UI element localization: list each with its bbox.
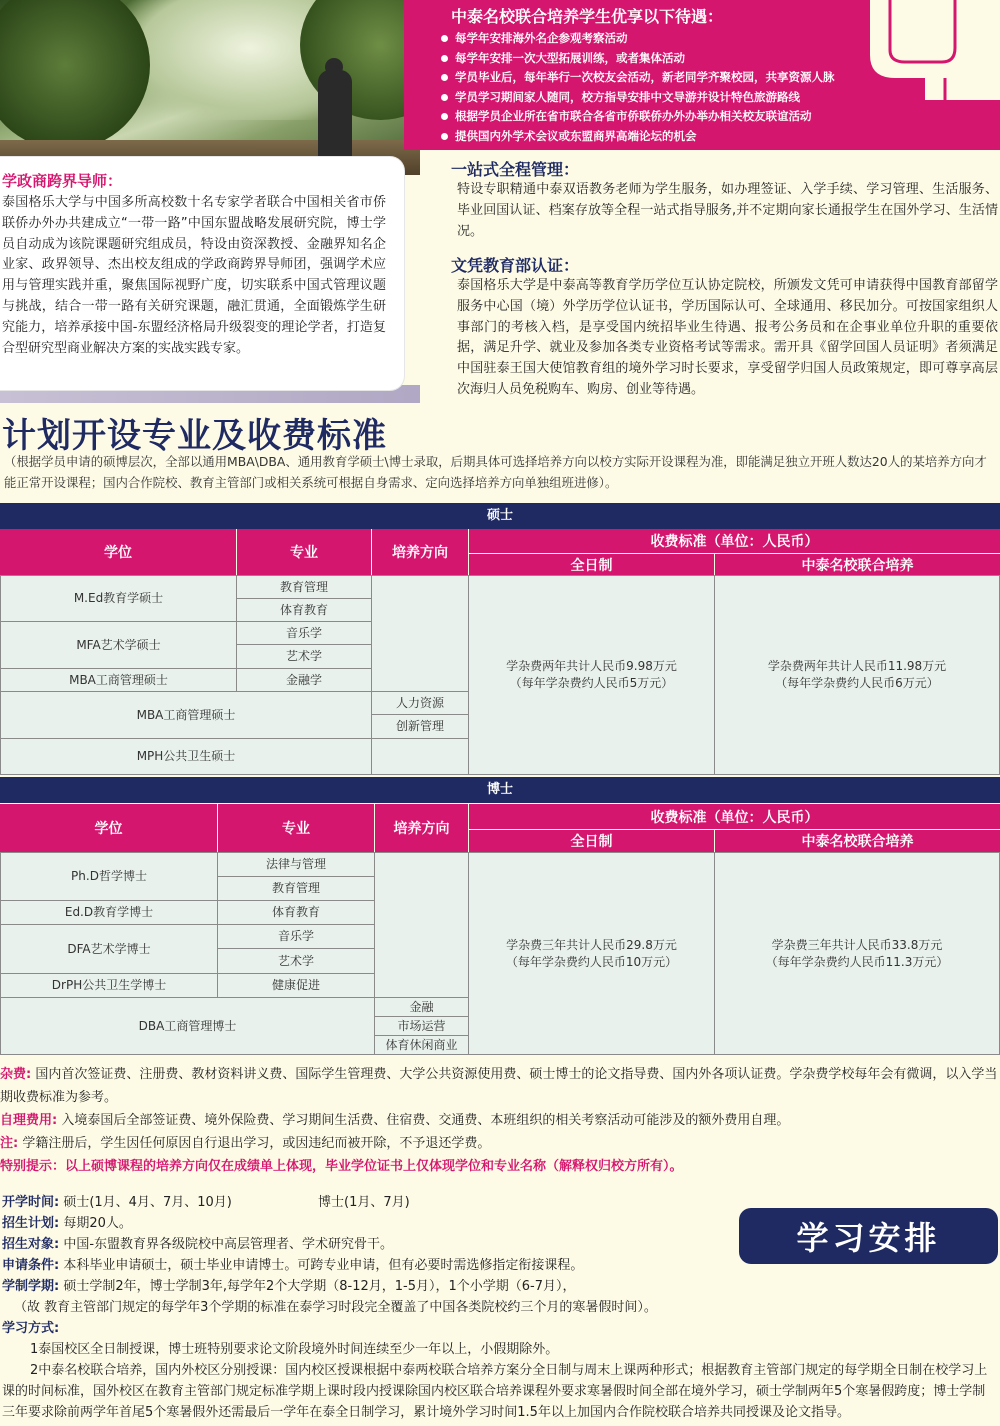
campus-photo [0, 0, 420, 175]
phd-degree-cell: DrPH公共卫生学博士 [0, 973, 218, 998]
master-direction-empty [371, 575, 469, 692]
master-degree-cell: MPH公共卫生硕士 [0, 738, 372, 775]
master-direction-cell: 创新管理 [371, 714, 469, 739]
phd-header-fee: 收费标准（单位：人民币） [469, 804, 1000, 829]
mentor-body: 泰国格乐大学与中国多所高校数十名专家学者联合中国相关省市侨联侨办外办共建成立“一带一路”中国东盟战略发展研究院，博士学员自动成为该院课题研究组成员，特设由资深教授、金融界知名企业家、政界领导、杰出校友组成的学政商跨界导师团，强调学术应用与管理实践并重，聚焦国际视野广度，切实联系中国式管理议题与挑战，结合一带一路有关研究课题，融汇贯通，全面锻炼学生研究能力，培养承接中国-东盟经济格局升级裂变的理论学者，打造复合型研究型商业解决方案的实战实践专家。 [2, 195, 386, 356]
decorative-cross-shape [850, 0, 1000, 100]
phd-degree-cell: DFA艺术学博士 [0, 924, 218, 974]
study-value: 中国-东盟教育界各级院校中高层管理者、学术研究骨干。 [59, 1237, 394, 1252]
master-header-fee: 收费标准（单位：人民币） [469, 529, 1000, 553]
note-key: 杂费: [0, 1067, 32, 1082]
treatment-list [441, 29, 835, 147]
treatment-item: 根据学员企业所在省市联合各省市侨联侨办外办举办相关校友联谊活动 [441, 107, 835, 127]
study-value: 硕士学制2年，博士学制3年,每学年2个大学期（8-12月，1-5月），1个小学期（6-7月）， [59, 1279, 576, 1294]
master-direction-empty [371, 738, 469, 775]
study-target [2, 1234, 393, 1255]
phd-major-cell: 体育教育 [217, 900, 375, 925]
master-major-cell: 教育管理 [236, 575, 372, 599]
master-header-joint: 中泰名校联合培养 [715, 554, 1000, 575]
cert-body: 泰国格乐大学是中泰高等教育学历学位互认协定院校，所颁发文凭可申请获得中国教育部留学服务中心国（境）外学历学位认证书，学历国际认可、全球通用、移民加分。可按国家组织人事部门的考核入档，是享受国内统招毕业生待遇、报考公务员和在企事业单位升职的重要依据，满足升学、就业及参加各类专业资格考试等需求。需开具《留学回国人员证明》者须满足中国驻泰王国大使馆教育组的境外学习时长要求，享受留学归国人员政策规定，即可尊享高层次海归人员免税购车、购房、创业等待遇。 [457, 278, 998, 397]
study-mode-2: 2中泰名校联合培养，国内外校区分别授课：国内校区授课根据中泰两校联合培养方案分全日制与周末上课两种形式；根据教育主管部门规定的每学期全日制在校学习上课的时间标准，国外校区在教育主管部门规定标准学期上课时段内授课除国内校区联合培养课程外要求寒暑假时间全部在境外学习，硕士学制两年5个寒暑假跨度；博士学制三年要求除前两学年首尾5个寒暑假外还需最后一学年在泰全日制学习，累计境外学习时间1.5年以上加国内合作院校联合培养共同授课及论文指导。 [2, 1363, 988, 1420]
master-major-cell: 艺术学 [236, 644, 372, 669]
master-degree-cell: MFA艺术学硕士 [0, 621, 237, 669]
phd-header-major: 专业 [218, 804, 374, 852]
master-header-degree: 学位 [0, 529, 236, 575]
study-key: 学习方式: [2, 1321, 60, 1336]
fee-line: （每年学杂费约人民币10万元） [505, 954, 678, 969]
note-self [0, 1110, 1000, 1133]
study-plan [2, 1213, 132, 1234]
fee-line: 学杂费两年共计人民币9.98万元 [506, 659, 677, 673]
note-value: 学籍注册后，学生因任何原因自行退出学习，或因违纪而被开除，不予退还学费。 [18, 1136, 491, 1151]
phd-direction-empty [374, 852, 469, 998]
cert-title: 文凭教育部认证： [451, 256, 580, 275]
treatment-item: 学员毕业后，每年举行一次校友会活动，新老同学齐聚校园，共享资源人脉 [441, 68, 835, 88]
phd-header-direction: 培养方向 [375, 804, 468, 852]
phd-degree-cell: Ph.D哲学博士 [0, 852, 218, 901]
master-bar: 硕士 [0, 503, 1000, 529]
study-value: 硕士(1月、4月、7月、10月) [59, 1195, 232, 1210]
fee-line: （每年学杂费约人民币6万元） [775, 676, 939, 690]
plan-note: （根据学员申请的硕博层次，全部以通用MBA\DBA、通用教育学硕士\博士录取，后期具体可选择培养方向以校方实际开设课程为准，即能满足独立开班人数达20人的某培养方向才能正常开设课程；国内合作院校、教育主管部门或相关系统可根据自身需求、定向选择培养方向单独组班进修）。 [4, 454, 987, 490]
phd-major-cell: 音乐学 [217, 924, 375, 949]
study-value: 本科毕业申请硕士，硕士毕业申请博士。可跨专业申请，但有必要时需选修指定衔接课程。 [59, 1258, 584, 1273]
master-header-direction: 培养方向 [372, 529, 468, 575]
study-term [2, 1276, 576, 1297]
phd-degree-cell: Ed.D教育学博士 [0, 900, 218, 925]
plan-title: 计划开设专业及收费标准 [2, 416, 387, 456]
master-degree-cell: MBA工商管理硕士 [0, 668, 237, 692]
fee-line: （每年学杂费约人民币5万元） [509, 676, 674, 690]
phd-degree-cell: DBA工商管理博士 [0, 997, 375, 1055]
phd-bar: 博士 [0, 777, 1000, 803]
fee-line: （每年学杂费约人民币11.3万元） [765, 954, 949, 969]
phd-direction-cell: 体育休闲商业 [374, 1035, 469, 1055]
phd-header-degree: 学位 [0, 804, 217, 852]
mentor-title: 学政商跨界导师： [2, 172, 123, 190]
study-key: 招生对象: [2, 1237, 60, 1252]
note-warn [0, 1133, 1000, 1156]
treatment-item: 提供国内外学术会议或东盟商界高端论坛的机会 [441, 127, 835, 147]
note-key: 自理费用: [0, 1113, 58, 1128]
study-term-note: （故 教育主管部门规定的每学年3个学期的标准在泰学习时段完全覆盖了中国各类院校约三个月的寒暑假时间）。 [14, 1300, 657, 1315]
phd-major-cell: 法律与管理 [217, 852, 375, 877]
treatment-item: 每学年安排一次大型拓展训练，或者集体活动 [441, 49, 835, 69]
master-degree-cell: MBA工商管理硕士 [0, 691, 372, 739]
phd-fee-fulltime [468, 852, 715, 1055]
master-major-cell: 体育教育 [236, 598, 372, 622]
master-major-cell: 音乐学 [236, 621, 372, 645]
study-key: 学制学期: [2, 1279, 60, 1294]
treatment-item: 学员学习期间家人随同，校方指导安排中文导游并设计特色旅游路线 [441, 88, 835, 108]
study-key: 招生计划: [2, 1216, 60, 1231]
phd-major-cell: 艺术学 [217, 948, 375, 974]
phd-fee-joint [714, 852, 1000, 1055]
phd-major-cell: 健康促进 [217, 973, 375, 998]
phd-direction-cell: 金融 [374, 997, 469, 1017]
fee-line: 学杂费三年共计人民币33.8万元 [771, 937, 943, 952]
phd-header-fulltime: 全日制 [469, 830, 714, 852]
note-fees [0, 1064, 1000, 1109]
note-key: 注: [0, 1136, 19, 1151]
study-key: 申请条件: [2, 1258, 60, 1273]
study-start [2, 1192, 232, 1213]
fee-line: 学杂费两年共计人民币11.98万元 [767, 659, 947, 673]
note-value: 入境泰国后全部签证费、境外保险费、学习期间生活费、住宿费、交通费、本班组织的相关考察活动可能涉及的额外费用自理。 [57, 1113, 790, 1128]
fee-line: 学杂费三年共计人民币29.8万元 [506, 937, 677, 952]
master-header-major: 专业 [237, 529, 371, 575]
note-value: 国内首次签证费、注册费、教材资料讲义费、国际学生管理费、大学公共资源使用费、硕士博士的论文指导费、国内外各项认证费。学杂费学校每年会有微调，以入学当期收费标准为参考。 [0, 1067, 998, 1105]
treatment-item: 每学年安排海外名企参观考察活动 [441, 29, 835, 49]
study-requirement [2, 1255, 583, 1276]
study-mode-1: 1泰国校区全日制授课，博士班特别要求论文阶段境外时间连续至少一年以上，小假期除外。 [30, 1342, 559, 1357]
master-fee-joint [714, 575, 1000, 775]
master-major-cell: 金融学 [236, 668, 372, 692]
phd-major-cell: 教育管理 [217, 876, 375, 901]
phd-header-joint: 中泰名校联合培养 [715, 830, 1000, 852]
master-direction-cell: 人力资源 [371, 691, 469, 715]
study-badge: 学习安排 [739, 1208, 998, 1264]
special-tip: 特别提示：以上硕博课程的培养方向仅在成绩单上体现，毕业学位证书上仅体现学位和专业名称（解释权归校方所有）。 [0, 1159, 683, 1174]
note-tip [0, 1156, 1000, 1179]
study-start-phd: 博士(1月、7月) [318, 1195, 410, 1210]
onestop-body: 特设专职精通中泰双语教务老师为学生服务，如办理签证、入学手续、学习管理、生活服务、毕业回国认证、档案存放等全程一站式指导服务,并不定期向家长通报学生在国外学习、生活情况。 [457, 182, 998, 239]
master-degree-cell: M.Ed教育学硕士 [0, 575, 237, 622]
study-key: 开学时间: [2, 1195, 60, 1210]
study-mode [2, 1318, 59, 1339]
treatment-title: 中泰名校联合培养学生优享以下待遇： [451, 7, 724, 26]
master-fee-fulltime [468, 575, 715, 775]
phd-direction-cell: 市场运营 [374, 1016, 469, 1036]
study-value: 每期20人。 [59, 1216, 132, 1231]
onestop-title: 一站式全程管理： [451, 160, 580, 179]
master-header-fulltime: 全日制 [469, 554, 714, 575]
